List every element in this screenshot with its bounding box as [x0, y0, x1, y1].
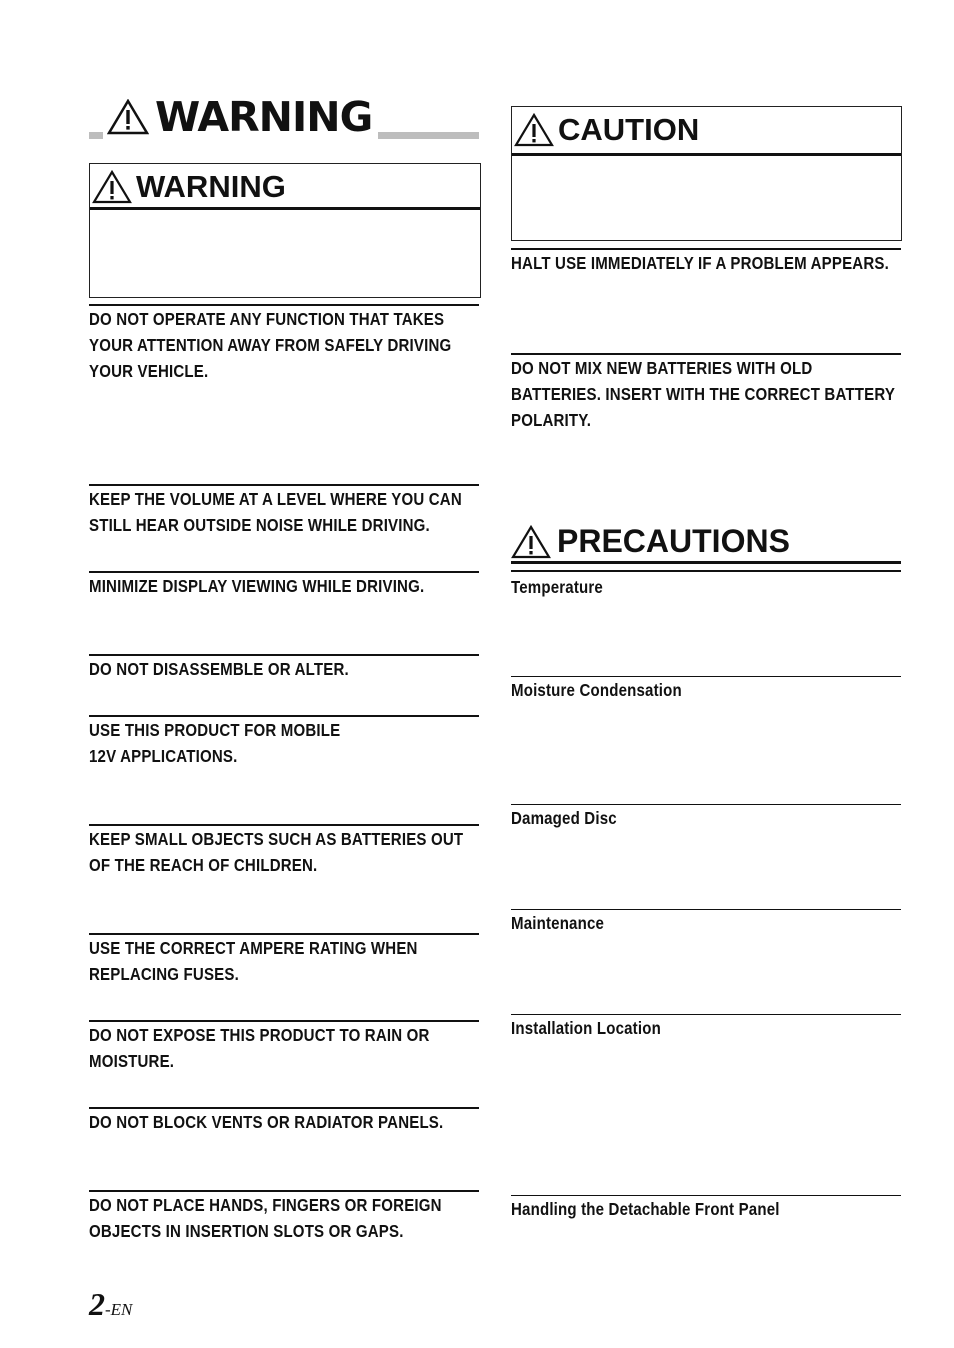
- warning-box-title: WARNING: [136, 169, 286, 204]
- warning-triangle-icon: [514, 113, 554, 147]
- divider: [511, 561, 901, 564]
- warning-box: [89, 163, 481, 298]
- warning-item: DO NOT BLOCK VENTS OR RADIATOR PANELS.: [89, 1107, 479, 1135]
- warning-item: DO NOT PLACE HANDS, FINGERS OR FOREIGN OBJECTS IN INSERTION SLOTS OR GAPS.: [89, 1190, 479, 1244]
- caution-item: HALT USE IMMEDIATELY IF A PROBLEM APPEARS.: [511, 248, 901, 276]
- warning-triangle-icon: [107, 99, 149, 135]
- warning-triangle-icon: [92, 170, 132, 204]
- caution-box: [511, 106, 902, 241]
- divider: [511, 570, 901, 572]
- warning-item: USE THE CORRECT AMPERE RATING WHEN REPLACING FUSES.: [89, 933, 479, 987]
- section-header-warning: [89, 93, 479, 148]
- caution-box-title: CAUTION: [558, 112, 700, 147]
- warning-item: DO NOT DISASSEMBLE OR ALTER.: [89, 654, 479, 682]
- big-header-title: WARNING: [155, 93, 373, 141]
- precaution-item: Installation Location: [511, 1014, 901, 1041]
- precaution-item: Temperature: [511, 577, 603, 597]
- warning-triangle-icon: [511, 525, 551, 559]
- warning-item: KEEP SMALL OBJECTS SUCH AS BATTERIES OUT OF THE REACH OF CHILDREN.: [89, 824, 479, 878]
- warning-item: USE THIS PRODUCT FOR MOBILE 12V APPLICATIONS.: [89, 715, 479, 769]
- precaution-item: Handling the Detachable Front Panel: [511, 1195, 901, 1222]
- precaution-item: Moisture Condensation: [511, 676, 901, 703]
- caution-item: DO NOT MIX NEW BATTERIES WITH OLD BATTERIES. INSERT WITH THE CORRECT BATTERY POLARITY.: [511, 353, 901, 433]
- precautions-title: PRECAUTIONS: [557, 523, 790, 559]
- warning-item: MINIMIZE DISPLAY VIEWING WHILE DRIVING.: [89, 571, 479, 599]
- warning-item: DO NOT EXPOSE THIS PRODUCT TO RAIN OR MOISTURE.: [89, 1020, 479, 1074]
- warning-item: DO NOT OPERATE ANY FUNCTION THAT TAKES YOUR ATTENTION AWAY FROM SAFELY DRIVING YOUR VEHICLE.: [89, 304, 479, 384]
- precaution-item: Damaged Disc: [511, 804, 901, 831]
- warning-item: KEEP THE VOLUME AT A LEVEL WHERE YOU CAN STILL HEAR OUTSIDE NOISE WHILE DRIVING.: [89, 484, 479, 538]
- section-header-precautions: [511, 519, 901, 573]
- precaution-item: Maintenance: [511, 909, 901, 936]
- page-number: 2-EN: [89, 1286, 133, 1322]
